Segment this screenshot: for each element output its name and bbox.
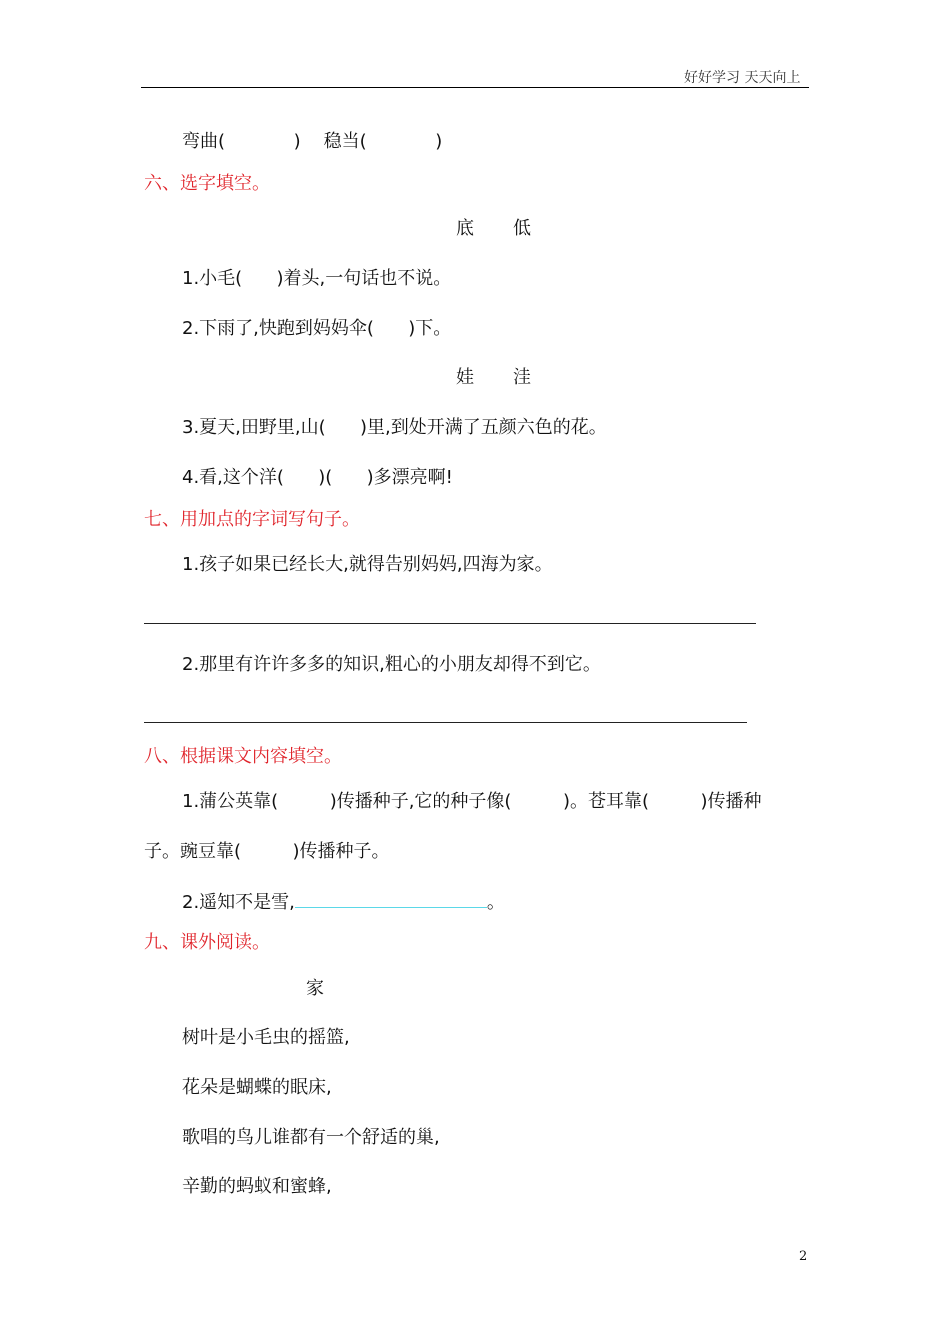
poem-title: 家 <box>306 978 324 999</box>
section-8-question-1-line-1: 1.蒲公英靠( )传播种子,它的种子像( )。苍耳靠( )传播种 <box>182 791 762 812</box>
section-9-title: 九、课外阅读。 <box>144 932 270 953</box>
answer-line-2[interactable] <box>144 722 747 723</box>
section-6-title: 六、选字填空。 <box>144 173 270 194</box>
section-7-question-2: 2.那里有许许多多的知识,粗心的小朋友却得不到它。 <box>182 654 601 675</box>
header-divider <box>141 87 809 88</box>
poem-line: 辛勤的蚂蚁和蜜蜂, <box>182 1176 332 1197</box>
answer-line-1[interactable] <box>144 623 756 624</box>
section-6-question-4: 4.看,这个洋( )( )多漂亮啊! <box>182 467 453 488</box>
page-header: 好好学习 天天向上 <box>684 70 801 86</box>
section-7-title: 七、用加点的字词写句子。 <box>144 509 360 530</box>
section-8-question-1-line-2: 子。豌豆靠( )传播种子。 <box>144 841 390 862</box>
section-7-question-1: 1.孩子如果已经长大,就得告别妈妈,四海为家。 <box>182 554 553 575</box>
char-option-wa-hollow: 洼 <box>513 367 531 388</box>
poem-blank[interactable] <box>295 889 487 908</box>
section-8-question-2 <box>182 889 505 915</box>
poem-line: 歌唱的鸟儿谁都有一个舒适的巢, <box>182 1127 440 1148</box>
prev-question-line: 弯曲( ) 稳当( ) <box>182 131 443 152</box>
page-number: 2 <box>799 1249 808 1264</box>
section-6-question-3: 3.夏天,田野里,山( )里,到处开满了五颜六色的花。 <box>182 417 607 438</box>
poem-line: 树叶是小毛虫的摇篮, <box>182 1027 350 1048</box>
section-6-question-2: 2.下雨了,快跑到妈妈伞( )下。 <box>182 318 452 339</box>
char-option-di-low: 低 <box>513 218 531 239</box>
poem-line-end: 。 <box>486 892 505 913</box>
char-option-wa-doll: 娃 <box>456 367 474 388</box>
section-6-question-1: 1.小毛( )着头,一句话也不说。 <box>182 268 452 289</box>
poem-line: 花朵是蝴蝶的眠床, <box>182 1077 332 1098</box>
poem-line-prompt: 2.遥知不是雪, <box>182 892 295 913</box>
section-8-title: 八、根据课文内容填空。 <box>144 746 342 767</box>
char-option-di-bottom: 底 <box>456 218 474 239</box>
